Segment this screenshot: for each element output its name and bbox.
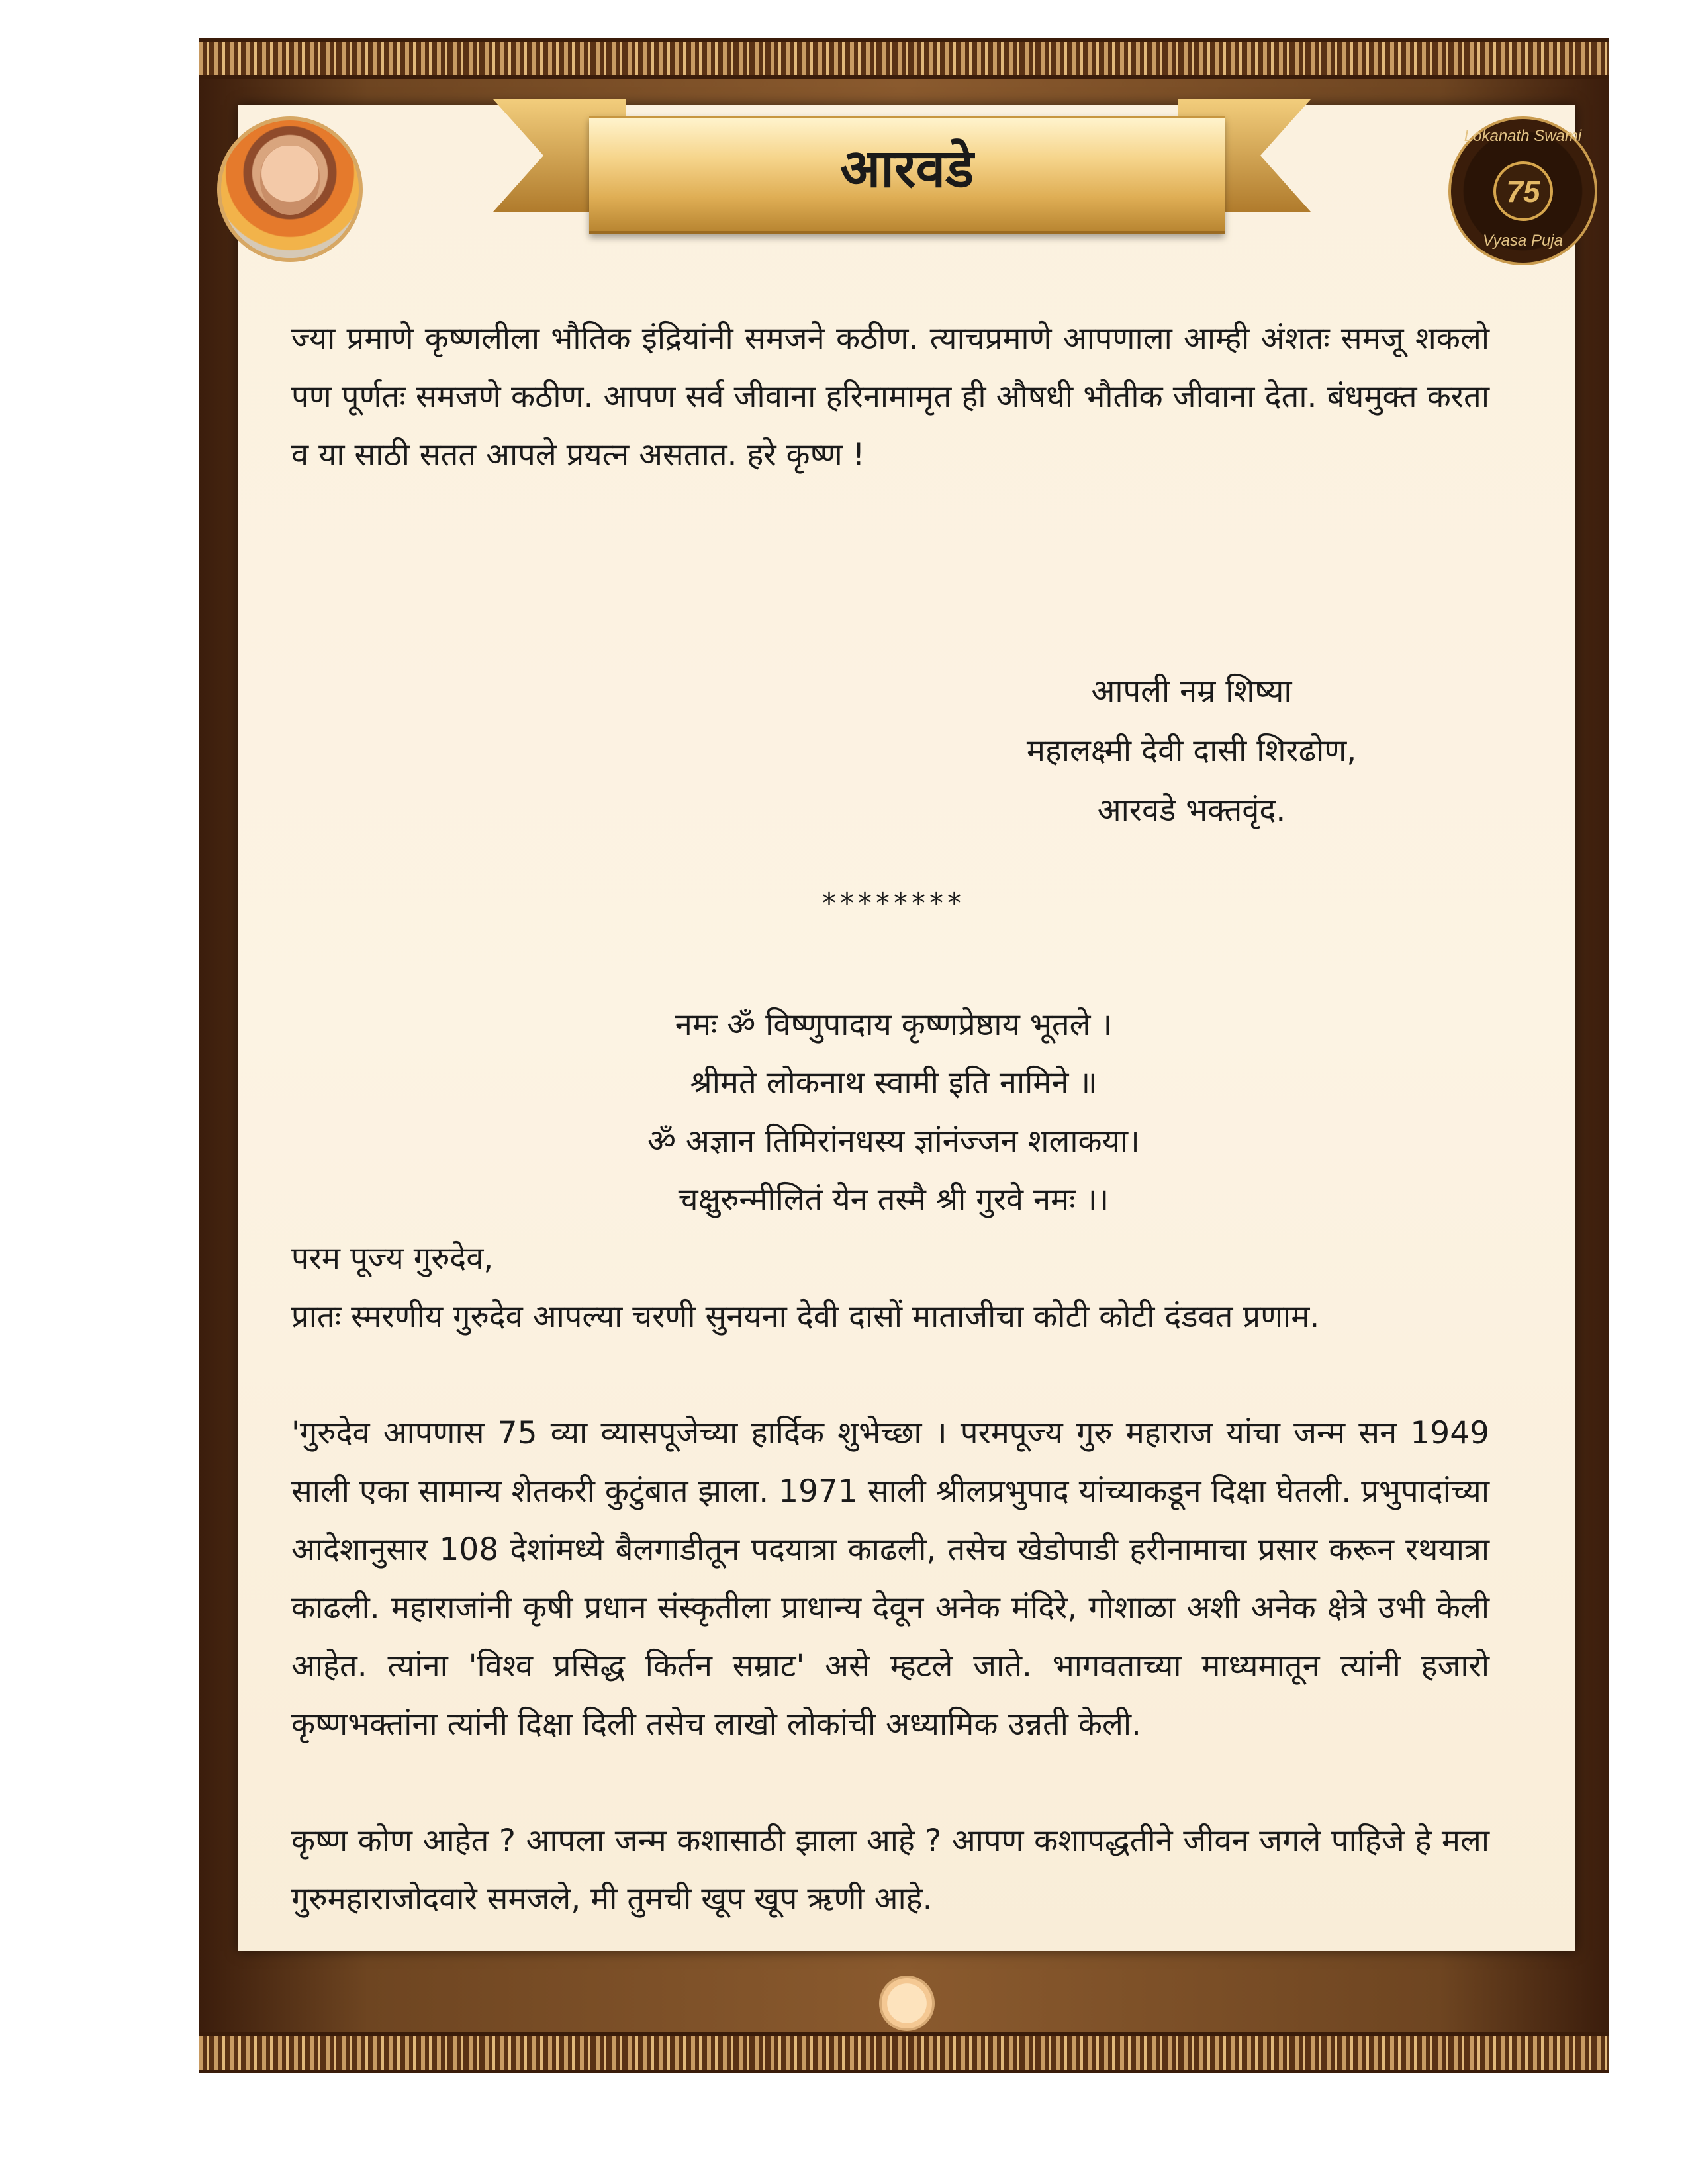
shloka-line1: नमः ॐ विष्णुपादाय कृष्णप्रेष्ठाय भूतले । [675, 1007, 1113, 1043]
separator-stars: ******** [822, 887, 965, 919]
letter2-body: 'गुरुदेव आपणास 75 व्या व्यासपूजेच्या हार्दिक शुभेच्छा । परमपूज्य गुरु महाराज यांचा जन्म सन 1949 साली एका सामान्य शेतकरी कुटुंबात झाला. 1971 साली श्रीलप्रभुपाद यांच्याकडून दिक्षा घेतली. प्रभुपादांच्या आदेशानुसार 108 देशांमध्ये बैलगाडीतून पदयात्रा काढली, तसेच खेडोपाडी हरीनामाचा प्रसार करून रथयात्रा काढली. महाराजांनी कृषी प्रधान संस्कृतीला प्राधान्य देवून अनेक मंदिरे, गोशाळा अशी अनेक क्षेत्रे उभी केली आहेत. त्यांना 'विश्व प्रसिद्ध किर्तन सम्राट' असे म्हटले जाते. भागवताच्या माध्यमातून त्यांनी हजारो कृष्णभक्तांना त्यांनी दिक्षा दिली तसेच लाखो लोकांची अध्यामिक उन्नती केली. [291, 1415, 1489, 1743]
bottom-ornament-circle [879, 1976, 935, 2031]
seal-number: 75 [1506, 174, 1540, 208]
seal-bottom-text: Vyasa Puja [1483, 232, 1563, 250]
portrait-face [260, 146, 320, 215]
seal-top-text: Lokanath Swami [1464, 127, 1582, 145]
letter1-body: ज्या प्रमाणे कृष्णलीला भौतिक इंद्रियांनी समजने कठीण. त्याचप्रमाणे आपणाला आम्ही अंशतः समजू शकलो पण पूर्णतः समजणे कठीण. आपण सर्व जीवाना हरिनामामृत ही औषधी भौतीक जीवाना देता. बंधमुक्त करता व या साठी सतत आपले प्रयत्न असतात. हरे कृष्ण ! [291, 320, 1489, 473]
letter2-salutation: परम पूज्य गुरुदेव, [291, 1240, 494, 1277]
shloka-line4: चक्षुरुन्मीलितं येन तस्मै श्री गुरवे नमः ।। [678, 1181, 1109, 1218]
letter1-sign-line2: महालक्ष्मी देवी दासी शिरढोण, [1026, 733, 1357, 769]
letter2-greeting: प्रातः स्मरणीय गुरुदेव आपल्या चरणी सुनयना देवी दासों माताजीचा कोटी कोटी दंडवत प्रणाम. [291, 1298, 1320, 1335]
decorative-border-bottom [199, 2032, 1609, 2073]
letter1-sign-line1: आपली नम्र शिष्या [1091, 673, 1292, 709]
letter1-sign-line3: आरवडे भक्तवृंद. [1097, 792, 1286, 829]
shloka-line3: ॐ अज्ञान तिमिरांनधस्य ज्ञांनंज्जन शलाकया। [647, 1123, 1140, 1160]
decorative-border-top [199, 38, 1609, 79]
shloka-line2: श्रीमते लोकनाथ स्वामी इति नामिने ॥ [690, 1065, 1098, 1101]
page-title: आरवडे [840, 138, 974, 199]
letter2-closing: कृष्ण कोण आहेत ? आपला जन्म कशासाठी झाला आहे ? आपण कशापद्धतीने जीवन जगले पाहिजे हे मला गुरुमहाराजोदवारे समजले, मी तुमची खूप खूप ऋणी आहे. [291, 1823, 1489, 1917]
